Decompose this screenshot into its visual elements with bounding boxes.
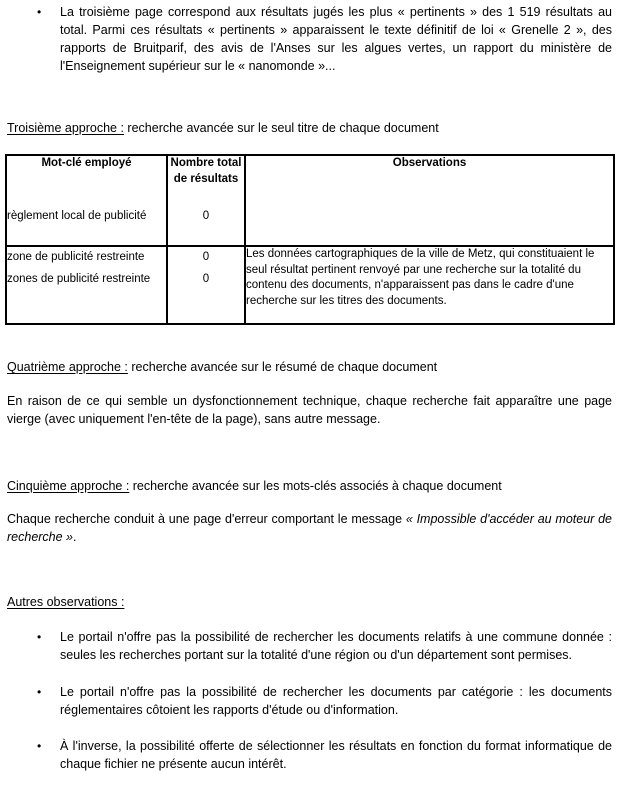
heading-approach-3-label: Troisième approche : [7,121,124,135]
heading-approach-4-description: recherche avancée sur le résumé de chaque document [127,360,438,374]
row1-observation [245,209,614,246]
heading-approach-3 [7,119,612,137]
row2-keyword-a: zone de publicité restreinte [7,251,145,263]
table-row [6,246,614,324]
row2-observation: Les données cartographiques de la ville de Metz, qui constituaient le seul résultat pertinent renvoyé par une recherche sur la totalité du contenu des documents, n'apparaissent pas dans le cadre d'une recherche sur les titres des documents. [245,246,614,324]
observation-bullet-item [7,737,612,773]
observation-bullet-text: Le portail n'offre pas la possibilité de rechercher les documents relatifs à une commune donnée : seules les recherches portant sur la totalité d'une région ou d'un département sont permises. [60,630,612,662]
table-row [6,209,614,246]
heading-other-observations [7,593,612,611]
approach-5-paragraph-start: Chaque recherche conduit à une page d'erreur comportant le message [7,512,406,526]
heading-approach-3-description: recherche avancée sur le seul titre de chaque document [123,121,439,135]
approach-5-paragraph-end: . [73,530,77,544]
approach-5-paragraph [7,510,612,546]
approach-4-paragraph: En raison de ce qui semble un dysfonctionnement technique, chaque recherche fait apparaître une page vierge (avec uniquement l'en-tête de la page), sans autre message. [7,394,612,426]
heading-approach-5 [7,477,612,495]
bullet-marker: • [37,739,42,753]
heading-approach-4 [7,358,612,376]
bullet-marker: • [37,630,42,644]
column-header-keyword: Mot-clé employé [41,157,132,169]
column-header-observations: Observations [245,155,614,209]
observation-bullet-item [7,628,612,664]
table-header-row [6,155,614,209]
bullet-marker: • [37,5,42,19]
heading-approach-5-label: Cinquième approche : [7,479,130,493]
approach-5-error-message: « Impossible d'accéder au moteur de recherche » [7,512,613,544]
results-table [5,154,615,325]
column-header-count: Nombre total de résultats [167,155,245,209]
heading-other-observations-label: Autres observations : [7,595,125,609]
row2-keyword-b: zones de publicité restreinte [7,272,151,285]
observation-bullet-item [7,683,612,719]
row2-keyword-cell [6,246,167,324]
intro-bullet-text: La troisième page correspond aux résultats jugés les plus « pertinents » des 1 519 résultats au total. Parmi ces résultats « pertinents » apparaissent le texte définitif de loi « Grenelle 2 », des rapports de Bruitparif, des avis de l'Anses sur les algues vertes, un rapport du ministère de l'Enseignement supérieur sur le « nanomonde »... [60,5,612,73]
intro-bullet-item [7,3,612,75]
heading-approach-5-description: recherche avancée sur les mots-clés associés à chaque document [129,479,502,493]
row2-count-b: 0 [202,272,210,285]
heading-approach-4-label: Quatrième approche : [7,360,128,374]
observation-bullet-text: Le portail n'offre pas la possibilité de rechercher les documents par catégorie : les documents réglementaires côtoient les rapports d'étude ou d'information. [60,685,612,717]
row2-count-a: 0 [202,251,210,263]
bullet-marker: • [37,685,42,699]
row1-keyword: règlement local de publicité [6,209,167,246]
row2-count-cell [167,246,245,324]
observation-bullet-text: À l'inverse, la possibilité offerte de sélectionner les résultats en fonction du format informatique de chaque fichier ne présente aucun intérêt. [60,739,612,771]
row1-count: 0 [167,209,245,246]
